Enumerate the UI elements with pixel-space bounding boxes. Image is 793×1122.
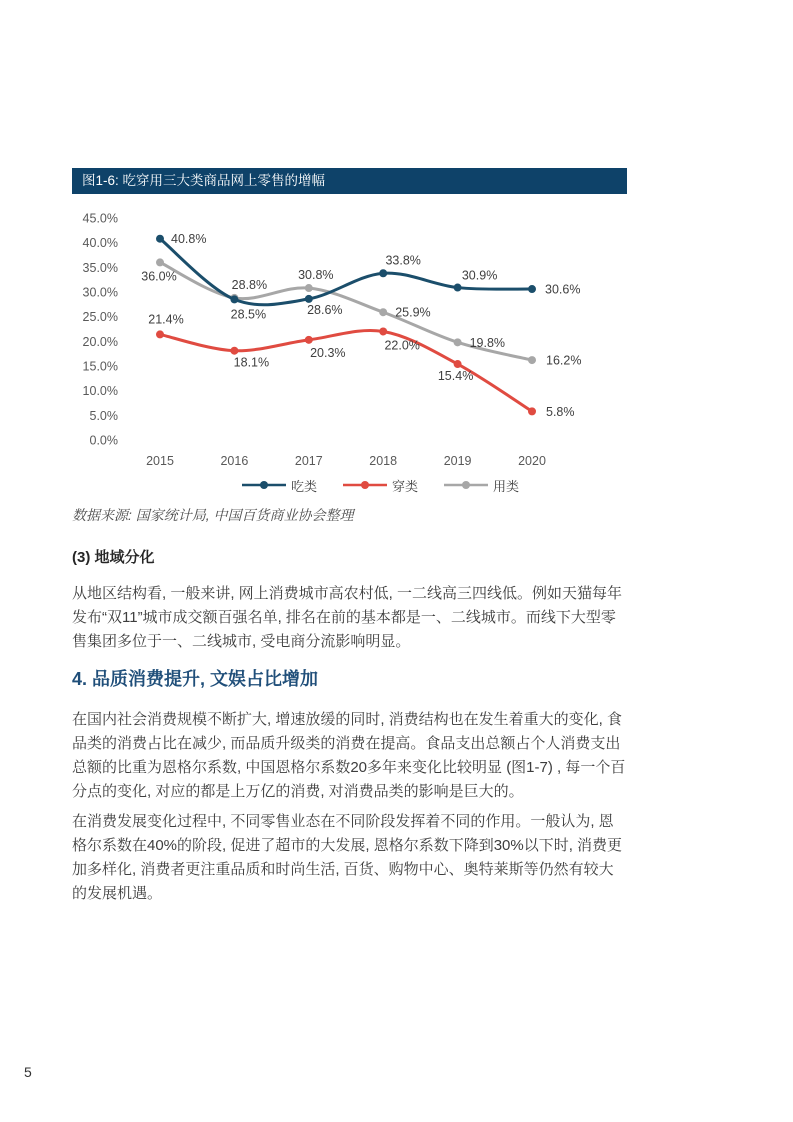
section-heading-quality: 4. 品质消费提升, 文娱占比增加 [72, 669, 319, 689]
figure-caption-bar [72, 168, 627, 194]
paragraph-quality-2: 在消费发展变化过程中, 不同零售业态在不同阶段发挥着不同的作用。一般认为, 恩格尔系数在40%的阶段, 促进了超市的大发展, 恩格尔系数下降到30%以下时, 消费更加多样化, 消费者更注重品质和时尚生活, 百货、购物中心、奥特莱斯等仍然有较大的发展机遇。 [72, 813, 623, 902]
y-tick-7: 10.0% [82, 384, 118, 399]
chart-svg [72, 205, 627, 469]
y-tick-1: 40.0% [82, 236, 118, 251]
data-label-2-2: 30.8% [298, 268, 334, 283]
data-point-0-1 [230, 295, 238, 303]
data-point-1-2 [305, 336, 313, 344]
data-point-1-3 [379, 327, 387, 335]
legend-marker-icon [242, 479, 286, 491]
legend-item-0 [242, 476, 317, 495]
data-point-1-0 [156, 330, 164, 338]
data-point-1-4 [454, 360, 462, 368]
data-point-0-5 [528, 285, 536, 293]
x-tick-2017: 2017 [294, 454, 323, 468]
data-source-note: 数据来源: 国家统计局, 中国百货商业协会整理 [72, 507, 354, 523]
y-tick-5: 20.0% [82, 334, 118, 349]
x-tick-2015: 2015 [146, 454, 174, 468]
legend-marker-icon [343, 479, 387, 491]
chart-legend [72, 477, 627, 493]
data-label-0-4: 30.9% [461, 268, 498, 283]
data-label-2-0: 36.0% [141, 269, 177, 284]
data-label-0-3: 33.8% [385, 253, 421, 268]
data-label-2-1: 28.8% [231, 277, 268, 292]
y-tick-8: 5.0% [89, 408, 118, 423]
data-point-0-4 [454, 284, 462, 292]
y-tick-0: 45.0% [82, 211, 118, 226]
data-label-1-5: 5.8% [546, 404, 575, 419]
data-label-1-4: 15.4% [437, 369, 474, 384]
data-point-2-3 [379, 308, 387, 316]
line-chart-figure [72, 205, 627, 493]
data-label-2-4: 19.8% [469, 335, 506, 350]
data-label-0-1: 28.5% [230, 307, 267, 322]
data-label-2-5: 16.2% [546, 353, 582, 368]
data-label-1-2: 20.3% [310, 345, 346, 360]
data-point-2-0 [156, 258, 164, 266]
data-point-1-1 [230, 347, 238, 355]
legend-label-0: 吃类 [290, 478, 317, 494]
data-point-2-2 [305, 284, 313, 292]
data-label-1-0: 21.4% [148, 312, 184, 327]
data-label-0-0: 40.8% [171, 232, 207, 247]
data-point-1-5 [528, 407, 536, 415]
paragraph-region: 从地区结构看, 一般来讲, 网上消费城市高农村低, 一二线高三四线低。例如天猫每年发布“双11”城市成交额百强名单, 排名在前的基本都是一、二线城市。而线下大型零售集团多位于一、二线城市, 受电商分流影响明显。 [72, 585, 623, 650]
data-label-1-3: 22.0% [384, 338, 420, 353]
page-number: 5 [24, 1064, 32, 1080]
page-content [72, 168, 627, 906]
x-tick-2018: 2018 [369, 454, 398, 468]
x-tick-2016: 2016 [220, 454, 249, 468]
legend-marker-icon [444, 479, 488, 491]
data-point-0-2 [305, 295, 313, 303]
y-tick-6: 15.0% [82, 359, 118, 374]
legend-label-2: 用类 [493, 478, 520, 494]
y-tick-4: 25.0% [82, 310, 118, 325]
section-heading-region: (3) 地域分化 [72, 549, 155, 566]
y-tick-3: 30.0% [82, 285, 118, 300]
legend-label-1: 穿类 [391, 478, 418, 494]
legend-item-2 [444, 476, 519, 495]
paragraph-quality-1: 在国内社会消费规模不断扩大, 增速放缓的同时, 消费结构也在发生着重大的变化, 食品类的消费占比在减少, 而品质升级类的消费在提高。食品支出总额占个人消费支出总额的比重为恩格尔系数, 中国恩格尔系数20多年来变化比较明显 (图1-7) , 每一个百分点的变化, 对应的都是上万亿的消费, 对消费品类的影响是巨大的。 [72, 711, 626, 800]
y-tick-2: 35.0% [82, 260, 118, 275]
data-label-0-5: 30.6% [545, 282, 581, 297]
legend-item-1 [343, 476, 418, 495]
figure-caption-text: 图1-6: 吃穿用三大类商品网上零售的增幅 [82, 173, 326, 188]
y-tick-9: 0.0% [89, 433, 118, 448]
x-tick-2020: 2020 [518, 454, 546, 468]
data-point-2-5 [528, 356, 536, 364]
data-point-0-3 [379, 269, 387, 277]
data-label-1-1: 18.1% [233, 355, 270, 370]
data-point-2-4 [454, 338, 462, 346]
data-label-0-2: 28.6% [307, 302, 343, 317]
x-tick-2019: 2019 [443, 454, 472, 468]
data-point-0-0 [156, 235, 164, 243]
data-label-2-3: 25.9% [395, 305, 431, 320]
